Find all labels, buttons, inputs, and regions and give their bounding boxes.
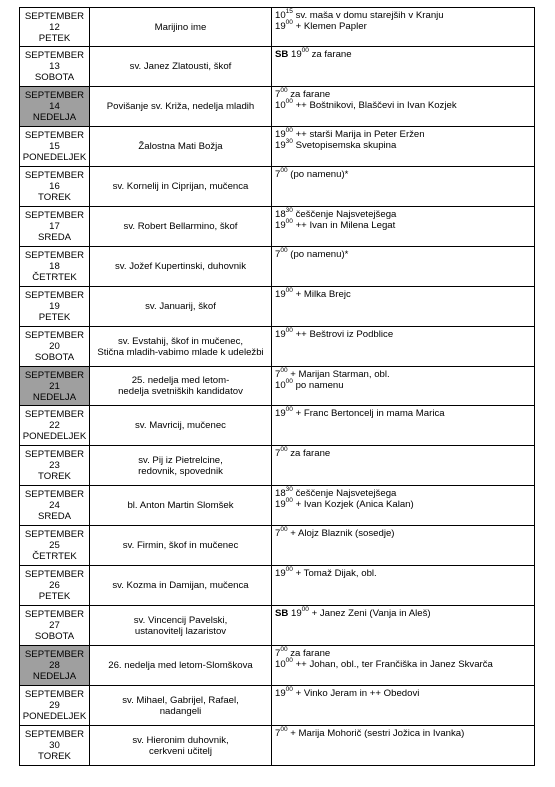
mass-cell — [272, 526, 535, 566]
month-label: SEPTEMBER — [24, 330, 85, 341]
mass-intention: + Franc Bertoncelj in mama Marica — [292, 408, 445, 419]
day-number: 26 — [49, 580, 60, 591]
weekday-label: NEDELJA — [32, 391, 77, 403]
mass-minutes: 00 — [285, 327, 293, 335]
feast-name-line: sv. Kozma in Damijan, mučenca — [112, 580, 249, 591]
feast-name-line: 26. nedelja med letom-Slomškova — [108, 660, 253, 671]
mass-hour: 7 — [275, 369, 281, 380]
mass-hour: 7 — [275, 528, 281, 539]
mass-cell — [272, 167, 535, 207]
feast-name-line: sv. Janez Zlatousti, škof — [129, 61, 232, 72]
mass-minutes: 00 — [285, 406, 293, 414]
weekday-label: ČETRTEK — [32, 551, 77, 562]
table-row — [20, 87, 535, 127]
date-cell — [20, 446, 90, 486]
feast-cell — [90, 486, 272, 526]
mass-minutes: 30 — [285, 486, 293, 494]
mass-hour: 19 — [275, 688, 286, 699]
weekday-label: NEDELJA — [32, 112, 77, 123]
month-label: SEPTEMBER — [24, 609, 85, 620]
mass-entry — [275, 10, 534, 21]
feast-cell — [90, 606, 272, 646]
day-number: 17 — [49, 221, 60, 232]
mass-intention: ++ Johan, obl., ter Frančiška in Janez Skvarča — [292, 659, 493, 670]
mass-entry — [275, 499, 534, 510]
feast-name-line: Žalostna Mati Božja — [138, 141, 223, 152]
mass-intention: ++ starši Marija in Peter Eržen — [292, 129, 425, 140]
mass-intention: + Janez Zeni (Vanja in Aleš) — [308, 608, 431, 619]
mass-cell — [272, 726, 535, 766]
table-row — [20, 446, 535, 486]
day-number: 14 — [49, 101, 60, 112]
feast-cell — [90, 47, 272, 87]
table-row — [20, 167, 535, 207]
feast-cell — [90, 566, 272, 606]
feast-cell — [90, 167, 272, 207]
day-number: 18 — [49, 261, 60, 272]
table-row — [20, 686, 535, 726]
mass-hour: 19 — [288, 49, 302, 60]
schedule-body — [20, 8, 535, 766]
table-row — [20, 646, 535, 686]
mass-hour: 19 — [275, 140, 286, 151]
mass-intention: + Tomaž Dijak, obl. — [292, 568, 377, 579]
day-number: 15 — [49, 141, 60, 152]
month-label: SEPTEMBER — [24, 369, 85, 381]
mass-intention: + Alojz Blaznik (sosedje) — [287, 528, 395, 539]
month-label: SEPTEMBER — [24, 130, 85, 141]
mass-cell — [272, 367, 535, 406]
mass-minutes: 00 — [280, 367, 288, 375]
mass-entry — [275, 129, 534, 140]
feast-name-line: sv. Vincencij Pavelski, — [133, 614, 228, 626]
date-cell — [20, 726, 90, 766]
mass-cell — [272, 247, 535, 287]
mass-hour: 7 — [275, 169, 281, 180]
mass-intention: + Vinko Jeram in ++ Obedovi — [292, 688, 420, 699]
day-number: 28 — [49, 660, 60, 671]
month-label: SEPTEMBER — [24, 569, 85, 580]
date-cell — [20, 247, 90, 287]
mass-entry — [275, 329, 534, 340]
mass-cell — [272, 646, 535, 686]
month-label: SEPTEMBER — [24, 489, 85, 500]
mass-intention: ++ Ivan in Milena Legat — [292, 220, 396, 231]
mass-hour: 18 — [275, 209, 286, 220]
mass-entry — [275, 289, 534, 300]
feast-name-line: redovnik, spovednik — [138, 465, 223, 477]
feast-name-line: sv. Kornelij in Ciprijan, mučenca — [112, 181, 249, 192]
date-cell — [20, 606, 90, 646]
table-row — [20, 8, 535, 47]
date-cell — [20, 566, 90, 606]
mass-entry — [275, 380, 534, 391]
mass-cell — [272, 8, 535, 47]
weekday-label: SOBOTA — [34, 352, 75, 363]
day-number: 13 — [49, 61, 60, 72]
feast-cell — [90, 247, 272, 287]
feast-name-line: 25. nedelja med letom- — [131, 375, 230, 386]
mass-minutes: 00 — [285, 127, 293, 135]
mass-hour: 7 — [275, 89, 281, 100]
month-label: SEPTEMBER — [24, 290, 85, 301]
table-row — [20, 526, 535, 566]
mass-minutes: 00 — [301, 47, 309, 55]
mass-entry — [275, 648, 534, 659]
weekday-label: NEDELJA — [32, 671, 77, 682]
mass-minutes: 00 — [285, 686, 293, 694]
mass-hour: 10 — [275, 10, 286, 21]
feast-cell — [90, 127, 272, 167]
month-label: SEPTEMBER — [24, 50, 85, 61]
feast-name-line: sv. Mihael, Gabrijel, Rafael, — [122, 694, 239, 706]
mass-cell — [272, 406, 535, 446]
mass-hour: 19 — [275, 220, 286, 231]
mass-cell — [272, 287, 535, 327]
feast-name-line: sv. Mavricij, mučenec — [135, 420, 226, 431]
feast-name-line: sv. Pij iz Pietrelcine, — [138, 454, 223, 466]
table-row — [20, 726, 535, 766]
feast-cell — [90, 287, 272, 327]
mass-entry — [275, 21, 534, 32]
mass-cell — [272, 87, 535, 127]
mass-intention: (po namenu)* — [287, 249, 349, 260]
feast-name-line: bl. Anton Martin Slomšek — [127, 500, 234, 511]
mass-intention: za farane — [287, 448, 331, 459]
feast-name-line: Stična mladih-vabimo mlade k udeležbi — [97, 346, 264, 358]
weekday-label: PETEK — [38, 591, 71, 602]
mass-intention: češčenje Najsvetejšega — [292, 209, 397, 220]
table-row — [20, 486, 535, 526]
mass-intention: za farane — [308, 49, 352, 60]
mass-intention: sv. maša v domu starejših v Kranju — [292, 10, 444, 21]
mass-hour: 10 — [275, 659, 286, 670]
weekday-label: TOREK — [38, 471, 71, 482]
date-cell — [20, 486, 90, 526]
mass-minutes: 30 — [285, 207, 293, 215]
date-cell — [20, 367, 90, 406]
feast-name-line: sv. Robert Bellarmino, škof — [123, 221, 238, 232]
table-row — [20, 406, 535, 446]
mass-entry — [275, 608, 534, 619]
mass-minutes: 00 — [280, 446, 288, 454]
mass-intention: + Ivan Kozjek (Anica Kalan) — [292, 499, 414, 510]
month-label: SEPTEMBER — [24, 649, 85, 660]
month-label: SEPTEMBER — [24, 449, 85, 460]
month-label: SEPTEMBER — [24, 10, 85, 22]
mass-minutes: 00 — [280, 87, 288, 95]
feast-name-line: cerkveni učitelj — [149, 745, 212, 757]
date-cell — [20, 646, 90, 686]
table-row — [20, 566, 535, 606]
weekday-label: PONEDELJEK — [22, 152, 87, 163]
mass-cell — [272, 486, 535, 526]
feast-cell — [90, 446, 272, 486]
feast-name-line: ustanovitelj lazaristov — [134, 625, 227, 637]
mass-minutes: 00 — [285, 657, 293, 665]
month-label: SEPTEMBER — [24, 170, 85, 181]
date-cell — [20, 406, 90, 446]
mass-cell — [272, 127, 535, 167]
mass-entry — [275, 49, 534, 60]
mass-hour: 7 — [275, 728, 281, 739]
day-number: 30 — [49, 740, 60, 751]
mass-intention: ++ Beštrovi iz Podblice — [292, 329, 394, 340]
parish-code: SB — [275, 608, 289, 619]
day-number: 25 — [49, 540, 60, 551]
table-row — [20, 287, 535, 327]
day-number: 12 — [49, 21, 60, 33]
feast-cell — [90, 686, 272, 726]
mass-entry — [275, 448, 534, 459]
mass-intention: češčenje Najsvetejšega — [292, 488, 397, 499]
mass-intention: Svetopisemska skupina — [292, 140, 397, 151]
weekday-label: SREDA — [37, 232, 72, 243]
mass-minutes: 00 — [285, 19, 293, 27]
mass-minutes: 00 — [285, 378, 293, 386]
month-label: SEPTEMBER — [24, 409, 85, 420]
mass-entry — [275, 209, 534, 220]
mass-cell — [272, 47, 535, 87]
month-label: SEPTEMBER — [24, 529, 85, 540]
mass-hour: 19 — [275, 129, 286, 140]
mass-cell — [272, 686, 535, 726]
date-cell — [20, 127, 90, 167]
mass-minutes: 00 — [280, 526, 288, 534]
feast-name-line: Marijino ime — [154, 21, 207, 33]
date-cell — [20, 327, 90, 367]
feast-cell — [90, 327, 272, 367]
date-cell — [20, 207, 90, 247]
feast-name-line: sv. Firmin, škof in mučenec — [122, 540, 239, 551]
mass-hour: 19 — [288, 608, 302, 619]
mass-entry — [275, 528, 534, 539]
feast-cell — [90, 726, 272, 766]
mass-intention: + Marijan Starman, obl. — [287, 369, 390, 380]
mass-minutes: 00 — [285, 287, 293, 295]
table-row — [20, 367, 535, 406]
date-cell — [20, 47, 90, 87]
mass-intention: + Milka Brejc — [292, 289, 351, 300]
table-row — [20, 207, 535, 247]
mass-hour: 10 — [275, 380, 286, 391]
weekday-label: TOREK — [38, 751, 71, 762]
mass-intention: za farane — [287, 648, 331, 659]
mass-intention: + Marija Mohorič (sestri Jožica in Ivanka) — [287, 728, 465, 739]
mass-hour: 19 — [275, 289, 286, 300]
feast-cell — [90, 207, 272, 247]
mass-hour: 19 — [275, 568, 286, 579]
feast-name-line: nedelja svetniških kandidatov — [118, 386, 243, 397]
mass-entry — [275, 408, 534, 419]
day-number: 27 — [49, 620, 60, 631]
feast-cell — [90, 8, 272, 47]
day-number: 19 — [49, 301, 60, 312]
mass-entry — [275, 728, 534, 739]
mass-hour: 10 — [275, 100, 286, 111]
mass-minutes: 00 — [280, 726, 288, 734]
mass-entry — [275, 249, 534, 260]
mass-hour: 7 — [275, 648, 281, 659]
weekday-label: ČETRTEK — [32, 272, 77, 283]
feast-name-line: nadangeli — [159, 705, 202, 717]
mass-entry — [275, 688, 534, 699]
mass-minutes: 00 — [285, 497, 293, 505]
weekday-label: SREDA — [37, 511, 72, 522]
table-row — [20, 127, 535, 167]
mass-entry — [275, 369, 534, 380]
mass-entry — [275, 169, 534, 180]
mass-hour: 7 — [275, 448, 281, 459]
weekday-label: SOBOTA — [34, 631, 75, 642]
mass-entry — [275, 568, 534, 579]
mass-minutes: 30 — [285, 138, 293, 146]
mass-schedule-table — [19, 7, 535, 766]
day-number: 24 — [49, 500, 60, 511]
mass-hour: 19 — [275, 408, 286, 419]
mass-intention: za farane — [287, 89, 331, 100]
mass-cell — [272, 446, 535, 486]
month-label: SEPTEMBER — [24, 210, 85, 221]
feast-cell — [90, 367, 272, 406]
mass-entry — [275, 89, 534, 100]
date-cell — [20, 526, 90, 566]
month-label: SEPTEMBER — [24, 250, 85, 261]
feast-name-line: sv. Jožef Kupertinski, duhovnik — [114, 261, 246, 272]
parish-code: SB — [275, 49, 289, 60]
mass-minutes: 15 — [285, 8, 293, 16]
feast-name-line: sv. Hieronim duhovnik, — [132, 734, 229, 746]
mass-entry — [275, 140, 534, 151]
month-label: SEPTEMBER — [24, 689, 85, 700]
feast-cell — [90, 526, 272, 566]
feast-cell — [90, 646, 272, 686]
mass-minutes: 00 — [285, 98, 293, 106]
mass-minutes: 00 — [285, 218, 293, 226]
mass-cell — [272, 207, 535, 247]
mass-intention: (po namenu)* — [287, 169, 349, 180]
mass-cell — [272, 566, 535, 606]
table-row — [20, 247, 535, 287]
mass-hour: 19 — [275, 21, 286, 32]
day-number: 16 — [49, 181, 60, 192]
mass-intention: po namenu — [292, 380, 344, 391]
month-label: SEPTEMBER — [24, 90, 85, 101]
mass-hour: 19 — [275, 329, 286, 340]
date-cell — [20, 167, 90, 207]
weekday-label: SOBOTA — [34, 72, 75, 83]
day-number: 23 — [49, 460, 60, 471]
mass-intention: ++ Boštnikovi, Blaščevi in Ivan Kozjek — [292, 100, 457, 111]
date-cell — [20, 287, 90, 327]
feast-name-line: sv. Evstahij, škof in mučenec, — [117, 335, 244, 347]
weekday-label: TOREK — [38, 192, 71, 203]
mass-entry — [275, 488, 534, 499]
month-label: SEPTEMBER — [24, 729, 85, 740]
weekday-label: PONEDELJEK — [22, 711, 87, 722]
date-cell — [20, 686, 90, 726]
feast-name-line: Povišanje sv. Križa, nedelja mladih — [106, 101, 255, 112]
date-cell — [20, 87, 90, 127]
weekday-label: PONEDELJEK — [22, 431, 87, 442]
mass-entry — [275, 220, 534, 231]
mass-minutes: 00 — [280, 247, 288, 255]
feast-cell — [90, 406, 272, 446]
mass-intention: + Klemen Papler — [292, 21, 367, 32]
mass-hour: 7 — [275, 249, 281, 260]
mass-entry — [275, 659, 534, 670]
weekday-label: PETEK — [38, 312, 71, 323]
weekday-label: PETEK — [38, 32, 71, 44]
day-number: 20 — [49, 341, 60, 352]
day-number: 29 — [49, 700, 60, 711]
mass-cell — [272, 327, 535, 367]
day-number: 21 — [49, 380, 60, 392]
table-row — [20, 327, 535, 367]
mass-hour: 19 — [275, 499, 286, 510]
day-number: 22 — [49, 420, 60, 431]
date-cell — [20, 8, 90, 47]
mass-hour: 18 — [275, 488, 286, 499]
mass-minutes: 00 — [285, 566, 293, 574]
mass-minutes: 00 — [280, 167, 288, 175]
mass-minutes: 00 — [280, 646, 288, 654]
feast-name-line: sv. Januarij, škof — [145, 301, 216, 312]
mass-entry — [275, 100, 534, 111]
table-row — [20, 606, 535, 646]
table-row — [20, 47, 535, 87]
feast-cell — [90, 87, 272, 127]
mass-minutes: 00 — [301, 606, 309, 614]
mass-cell — [272, 606, 535, 646]
